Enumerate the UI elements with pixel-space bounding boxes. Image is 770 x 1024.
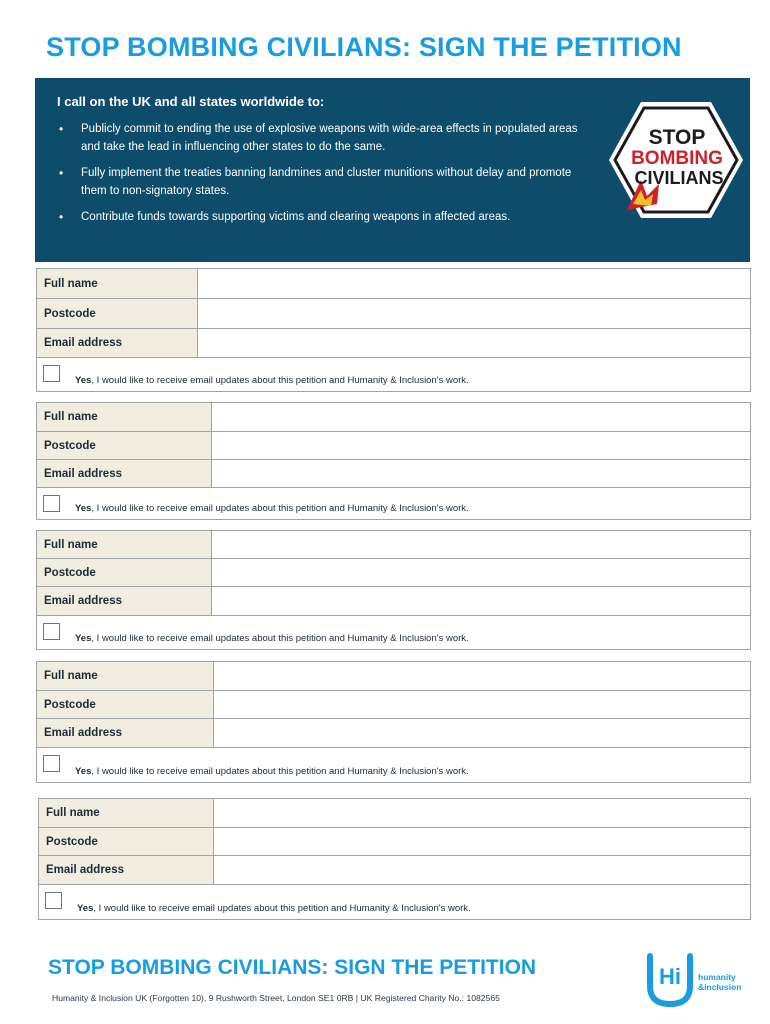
optin-checkbox[interactable] <box>43 623 60 640</box>
page-title: STOP BOMBING CIVILIANS: SIGN THE PETITION <box>46 32 682 62</box>
postcode-label: Postcode <box>37 691 214 718</box>
email-row <box>37 587 750 616</box>
email-label: Email address <box>37 587 212 615</box>
signature-entry <box>36 530 751 650</box>
footer-address: Humanity & Inclusion UK (Forgotten 10), 9 Rushworth Street, London SE1 0RB | UK Registered Charity No.: 1082565 <box>52 993 500 1003</box>
email-label: Email address <box>37 329 198 357</box>
petition-demand: • Publicly commit to ending the use of explosive weapons with wide-area effects in populated areas and take the lead in influencing other states to do the same. <box>57 120 597 156</box>
full-name-label: Full name <box>39 799 214 827</box>
signature-entry <box>38 798 751 920</box>
email-row <box>37 329 750 358</box>
humanity-inclusion-logo <box>642 948 752 1008</box>
full-name-row <box>37 662 750 691</box>
optin-checkbox[interactable] <box>43 755 60 772</box>
postcode-row <box>37 691 750 719</box>
optin-checkbox[interactable] <box>43 495 60 512</box>
logo-line: CIVILIANS <box>634 168 724 188</box>
signature-entry <box>36 661 751 783</box>
full-name-label: Full name <box>37 269 198 298</box>
optin-text: Yes, I would like to receive email updates about this petition and Humanity & Inclusion's work. <box>75 633 469 644</box>
full-name-field[interactable] <box>212 531 750 558</box>
postcode-field[interactable] <box>214 691 750 718</box>
postcode-label: Postcode <box>39 828 214 855</box>
petition-demand: • Contribute funds towards supporting victims and clearing weapons in affected areas. <box>57 208 597 226</box>
logo-line: BOMBING <box>631 148 723 169</box>
email-optin <box>39 885 750 919</box>
postcode-field[interactable] <box>198 299 750 328</box>
footer-title: STOP BOMBING CIVILIANS: SIGN THE PETITION <box>48 956 537 979</box>
petition-intro: I call on the UK and all states worldwide to: <box>57 94 325 109</box>
postcode-label: Postcode <box>37 299 198 328</box>
postcode-row <box>37 559 750 587</box>
full-name-field[interactable] <box>198 269 750 298</box>
full-name-field[interactable] <box>212 403 750 431</box>
postcode-row <box>39 828 750 856</box>
optin-text: Yes, I would like to receive email updates about this petition and Humanity & Inclusion's work. <box>75 766 469 777</box>
email-field[interactable] <box>212 587 750 615</box>
postcode-field[interactable] <box>214 828 750 855</box>
optin-text: Yes, I would like to receive email updates about this petition and Humanity & Inclusion's work. <box>75 375 469 386</box>
stop-bombing-civilians-logo <box>607 100 745 220</box>
full-name-field[interactable] <box>214 799 750 827</box>
optin-text: Yes, I would like to receive email updates about this petition and Humanity & Inclusion's work. <box>77 903 471 914</box>
full-name-row <box>37 403 750 432</box>
full-name-label: Full name <box>37 662 214 690</box>
email-field[interactable] <box>214 719 750 747</box>
postcode-label: Postcode <box>37 559 212 586</box>
email-label: Email address <box>37 460 212 487</box>
email-label: Email address <box>39 856 214 884</box>
email-field[interactable] <box>212 460 750 487</box>
petition-demand: • Fully implement the treaties banning landmines and cluster munitions without delay and promote them to non-signatory states. <box>57 164 597 200</box>
email-field[interactable] <box>198 329 750 357</box>
email-row <box>39 856 750 885</box>
email-row <box>37 719 750 748</box>
email-optin <box>37 488 750 519</box>
logo-text: humanity <box>698 972 736 982</box>
postcode-field[interactable] <box>212 559 750 586</box>
full-name-label: Full name <box>37 403 212 431</box>
full-name-row <box>37 269 750 299</box>
full-name-field[interactable] <box>214 662 750 690</box>
email-row <box>37 460 750 488</box>
postcode-row <box>37 432 750 460</box>
email-label: Email address <box>37 719 214 747</box>
full-name-label: Full name <box>37 531 212 558</box>
email-optin <box>37 748 750 782</box>
logo-line: STOP <box>648 126 706 149</box>
petition-banner <box>35 78 750 262</box>
postcode-label: Postcode <box>37 432 212 459</box>
signature-entry <box>36 268 751 392</box>
optin-text: Yes, I would like to receive email updates about this petition and Humanity & Inclusion's work. <box>75 503 469 514</box>
postcode-field[interactable] <box>212 432 750 459</box>
email-optin <box>37 616 750 649</box>
logo-text: &inclusion <box>698 982 742 992</box>
email-optin <box>37 358 750 391</box>
signature-entry <box>36 402 751 520</box>
optin-checkbox[interactable] <box>45 892 62 909</box>
full-name-row <box>37 531 750 559</box>
logo-mark: Hi <box>659 964 681 989</box>
email-field[interactable] <box>214 856 750 884</box>
petition-demands-list <box>57 120 597 234</box>
full-name-row <box>39 799 750 828</box>
postcode-row <box>37 299 750 329</box>
optin-checkbox[interactable] <box>43 365 60 382</box>
